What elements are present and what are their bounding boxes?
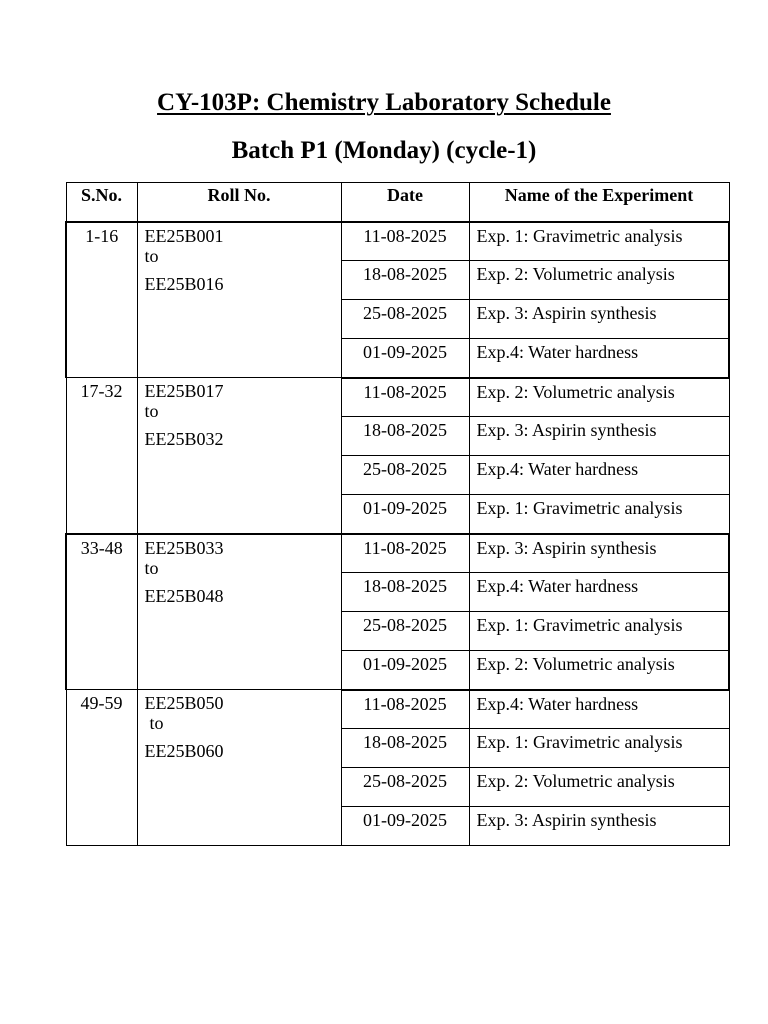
roll-to-word: to <box>144 401 159 421</box>
batch-group-3 <box>66 534 729 690</box>
roll-to: EE25B032 <box>144 429 224 449</box>
experiment-cell: Exp. 3: Aspirin synthesis <box>469 300 729 339</box>
table-header <box>66 183 729 222</box>
header-row <box>66 183 729 222</box>
sno-cell: 1-16 <box>66 222 137 378</box>
date-cell: 11-08-2025 <box>341 378 469 417</box>
date-cell: 18-08-2025 <box>341 261 469 300</box>
date-cell: 18-08-2025 <box>341 729 469 768</box>
roll-to: EE25B048 <box>144 585 224 606</box>
experiment-cell: Exp. 1: Gravimetric analysis <box>469 612 729 651</box>
roll-from: EE25B001 <box>144 225 224 246</box>
date-cell: 01-09-2025 <box>341 807 469 846</box>
experiment-cell: Exp. 2: Volumetric analysis <box>469 261 729 300</box>
sno-cell: 49-59 <box>66 690 137 846</box>
date-cell: 11-08-2025 <box>341 222 469 261</box>
roll-range-cell <box>137 378 341 534</box>
schedule-table <box>65 182 730 846</box>
experiment-cell: Exp. 1: Gravimetric analysis <box>469 729 729 768</box>
date-cell: 25-08-2025 <box>341 612 469 651</box>
roll-range-cell <box>137 690 341 846</box>
experiment-cell: Exp.4: Water hardness <box>469 573 729 612</box>
page-title: CY-103P: Chemistry Laboratory Schedule <box>157 89 611 116</box>
date-cell: 11-08-2025 <box>341 534 469 573</box>
batch-group-1 <box>66 222 729 378</box>
experiment-cell: Exp. 1: Gravimetric analysis <box>469 495 729 534</box>
table-row <box>66 222 729 261</box>
roll-to-word: to <box>144 557 159 578</box>
experiment-cell: Exp. 2: Volumetric analysis <box>469 378 729 417</box>
experiment-cell: Exp.4: Water hardness <box>469 339 729 378</box>
date-cell: 01-09-2025 <box>341 495 469 534</box>
roll-to: EE25B060 <box>144 741 224 761</box>
roll-from: EE25B017 <box>144 381 224 401</box>
experiment-cell: Exp. 2: Volumetric analysis <box>469 651 729 690</box>
table-row <box>66 378 729 417</box>
page-subtitle: Batch P1 (Monday) (cycle-1) <box>231 137 537 164</box>
experiment-cell: Exp. 3: Aspirin synthesis <box>469 534 729 573</box>
header-date: Date <box>341 183 469 222</box>
roll-to-word: to <box>149 713 164 733</box>
table-row <box>66 534 729 573</box>
experiment-cell: Exp. 2: Volumetric analysis <box>469 768 729 807</box>
date-cell: 25-08-2025 <box>341 768 469 807</box>
batch-group-4 <box>66 690 729 846</box>
table-row <box>66 690 729 729</box>
batch-group-2 <box>66 378 729 534</box>
header-sno: S.No. <box>66 183 137 222</box>
roll-from: EE25B033 <box>144 537 224 558</box>
roll-to: EE25B016 <box>144 273 224 294</box>
experiment-cell: Exp.4: Water hardness <box>469 456 729 495</box>
header-experiment: Name of the Experiment <box>469 183 729 222</box>
experiment-cell: Exp. 1: Gravimetric analysis <box>469 222 729 261</box>
experiment-cell: Exp. 3: Aspirin synthesis <box>469 417 729 456</box>
roll-range-cell <box>137 222 341 378</box>
date-cell: 01-09-2025 <box>341 651 469 690</box>
sno-cell: 33-48 <box>66 534 137 690</box>
roll-to-word: to <box>144 245 159 266</box>
date-cell: 25-08-2025 <box>341 456 469 495</box>
date-cell: 18-08-2025 <box>341 417 469 456</box>
sno-cell: 17-32 <box>66 378 137 534</box>
date-cell: 18-08-2025 <box>341 573 469 612</box>
date-cell: 11-08-2025 <box>341 690 469 729</box>
experiment-cell: Exp.4: Water hardness <box>469 690 729 729</box>
header-roll-no: Roll No. <box>137 183 341 222</box>
experiment-cell: Exp. 3: Aspirin synthesis <box>469 807 729 846</box>
date-cell: 25-08-2025 <box>341 300 469 339</box>
roll-range-cell <box>137 534 341 690</box>
date-cell: 01-09-2025 <box>341 339 469 378</box>
roll-from: EE25B050 <box>144 693 224 713</box>
